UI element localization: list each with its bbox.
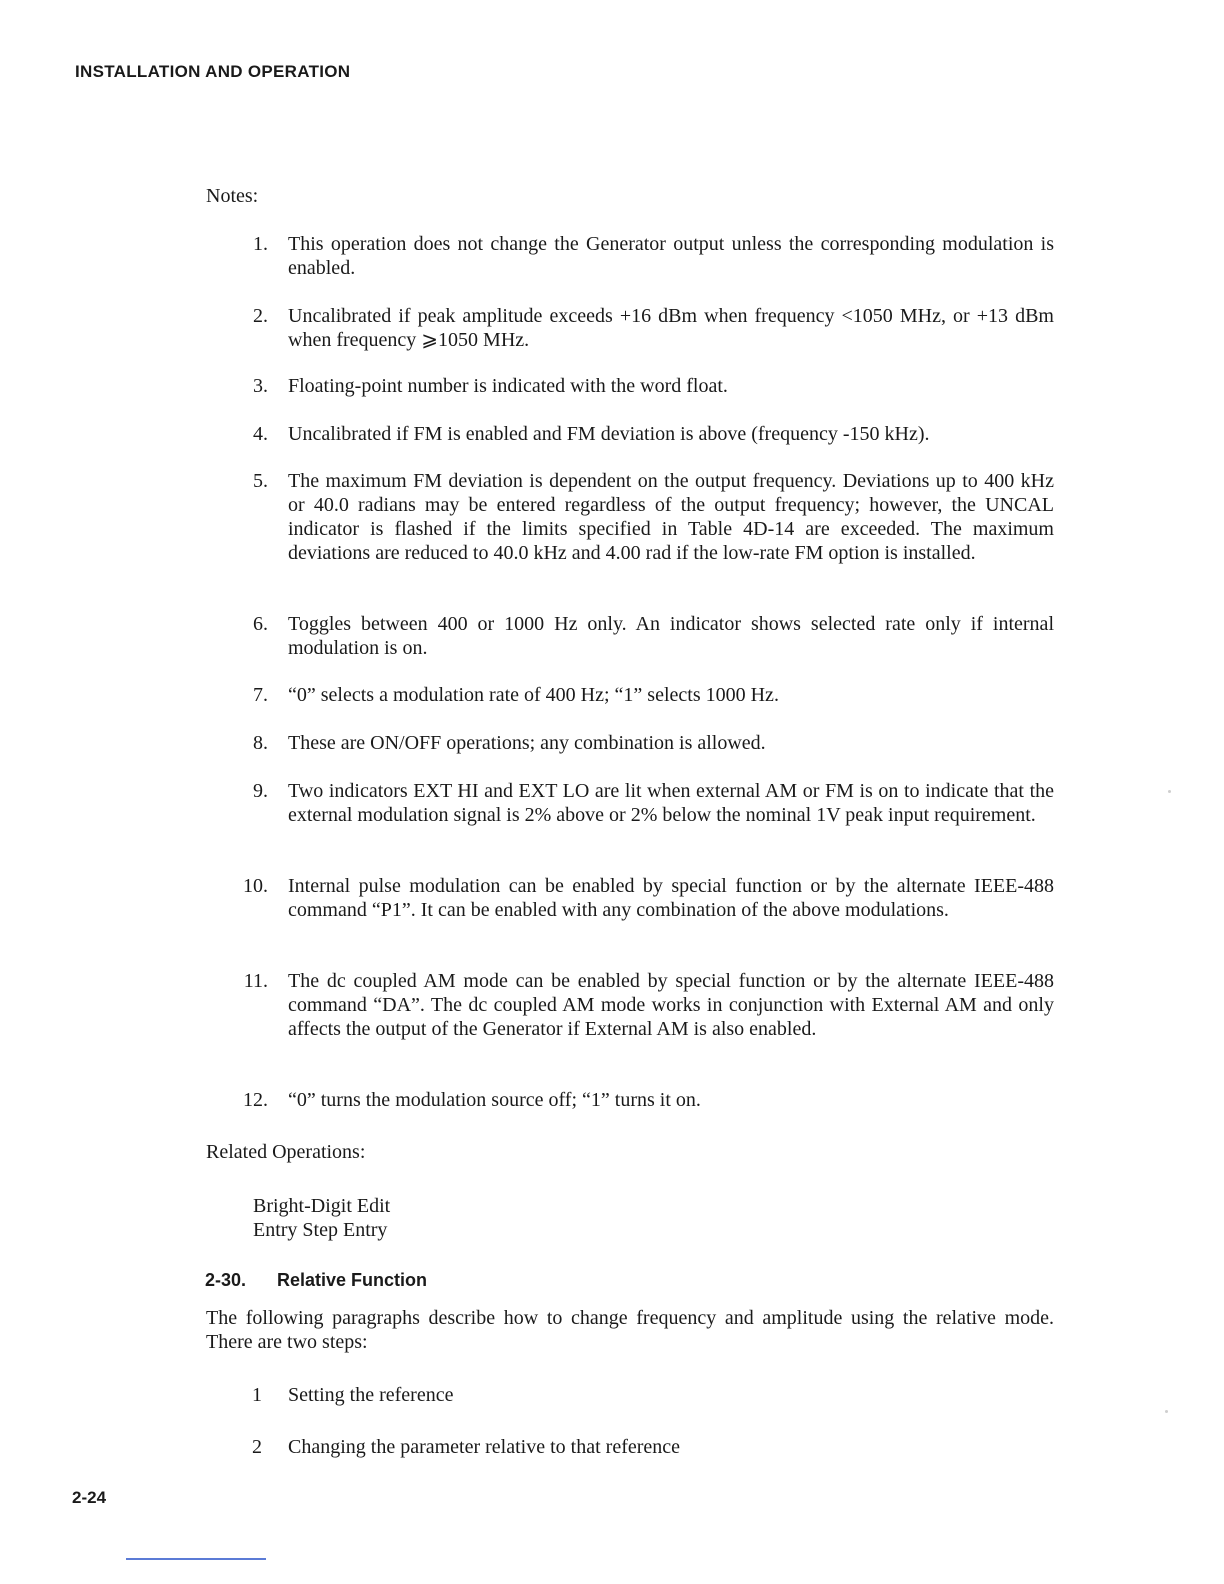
- note-number: 9.: [253, 780, 268, 802]
- section-heading: [205, 1270, 427, 1291]
- note-item: [240, 422, 1054, 446]
- note-text: Internal pulse modulation can be enabled by special function or by the alternate IEEE-488 command “P1”. It can be enabled with any combination of the above modulations.: [288, 875, 1054, 921]
- related-operation: Entry Step Entry: [253, 1219, 388, 1241]
- section-paragraph: The following paragraphs describe how to change frequency and amplitude using the relative mode. There are two steps:: [206, 1307, 1054, 1353]
- note-item: [240, 969, 1054, 1041]
- note-number: 10.: [243, 875, 268, 897]
- note-item: [240, 304, 1054, 352]
- note-text: “0” selects a modulation rate of 400 Hz; “1” selects 1000 Hz.: [288, 684, 779, 706]
- section-number: 2-30.: [205, 1270, 247, 1290]
- note-number: 4.: [253, 423, 268, 445]
- note-number: 11.: [243, 970, 268, 992]
- note-item: [240, 469, 1054, 565]
- note-item: [240, 374, 1054, 398]
- note-number: 6.: [253, 613, 268, 635]
- note-text: These are ON/OFF operations; any combination is allowed.: [288, 732, 766, 754]
- step-text: Setting the reference: [288, 1384, 454, 1406]
- note-item: [240, 731, 1054, 755]
- note-item: [240, 232, 1054, 280]
- note-item: [240, 874, 1054, 922]
- note-number: 7.: [253, 684, 268, 706]
- scan-speck: [1168, 790, 1171, 793]
- section-title: Relative Function: [277, 1270, 428, 1290]
- note-item: [240, 1088, 1054, 1112]
- related-operation: Bright-Digit Edit: [253, 1195, 391, 1217]
- note-text: Floating-point number is indicated with the word float.: [288, 375, 728, 397]
- step-item: [240, 1383, 453, 1407]
- note-number: 2.: [253, 305, 268, 327]
- step-item: [240, 1435, 680, 1459]
- scan-speck: [1165, 1410, 1168, 1413]
- note-text: This operation does not change the Generator output unless the corresponding modulation is enabled.: [288, 233, 1054, 279]
- step-number: 2: [252, 1436, 262, 1458]
- note-text: The maximum FM deviation is dependent on the output frequency. Deviations up to 400 kHz or 40.0 radians may be entered regardless of the output frequency; however, the UNCAL indicator is flashed if the limits specified in Table 4D-14 are exceeded. The maximum deviations are reduced to 40.0 kHz and 4.00 rad if the low-rate FM option is installed.: [288, 470, 1054, 564]
- note-text: “0” turns the modulation source off; “1” turns it on.: [288, 1089, 701, 1111]
- note-number: 5.: [253, 470, 268, 492]
- running-header: INSTALLATION AND OPERATION: [75, 62, 351, 81]
- step-number: 1: [252, 1384, 262, 1406]
- note-text: Two indicators EXT HI and EXT LO are lit when external AM or FM is on to indicate that the external modulation signal is 2% above or 2% below the nominal 1V peak input requirement.: [288, 780, 1054, 826]
- note-number: 3.: [253, 375, 268, 397]
- note-number: 1.: [253, 233, 268, 255]
- step-text: Changing the parameter relative to that reference: [288, 1436, 681, 1458]
- note-item: [240, 683, 1054, 707]
- related-operations-label: Related Operations:: [206, 1141, 366, 1163]
- note-text: Toggles between 400 or 1000 Hz only. An indicator shows selected rate only if internal modulation is on.: [288, 613, 1054, 659]
- note-text: Uncalibrated if FM is enabled and FM deviation is above (frequency -150 kHz).: [288, 423, 930, 445]
- note-text: The dc coupled AM mode can be enabled by special function or by the alternate IEEE-488 command “DA”. The dc coupled AM mode works in conjunction with External AM and only affects the output of the Generator if External AM is also enabled.: [288, 970, 1054, 1040]
- note-text: Uncalibrated if peak amplitude exceeds +16 dBm when frequency <1050 MHz, or +13 dBm when frequency ⩾1050 MHz.: [288, 305, 1054, 351]
- notes-label: Notes:: [206, 185, 259, 207]
- page-number: 2-24: [72, 1488, 107, 1507]
- note-number: 12.: [243, 1089, 268, 1111]
- scan-edge-line: [126, 1558, 266, 1560]
- note-item: [240, 779, 1054, 827]
- note-number: 8.: [253, 732, 268, 754]
- note-item: [240, 612, 1054, 660]
